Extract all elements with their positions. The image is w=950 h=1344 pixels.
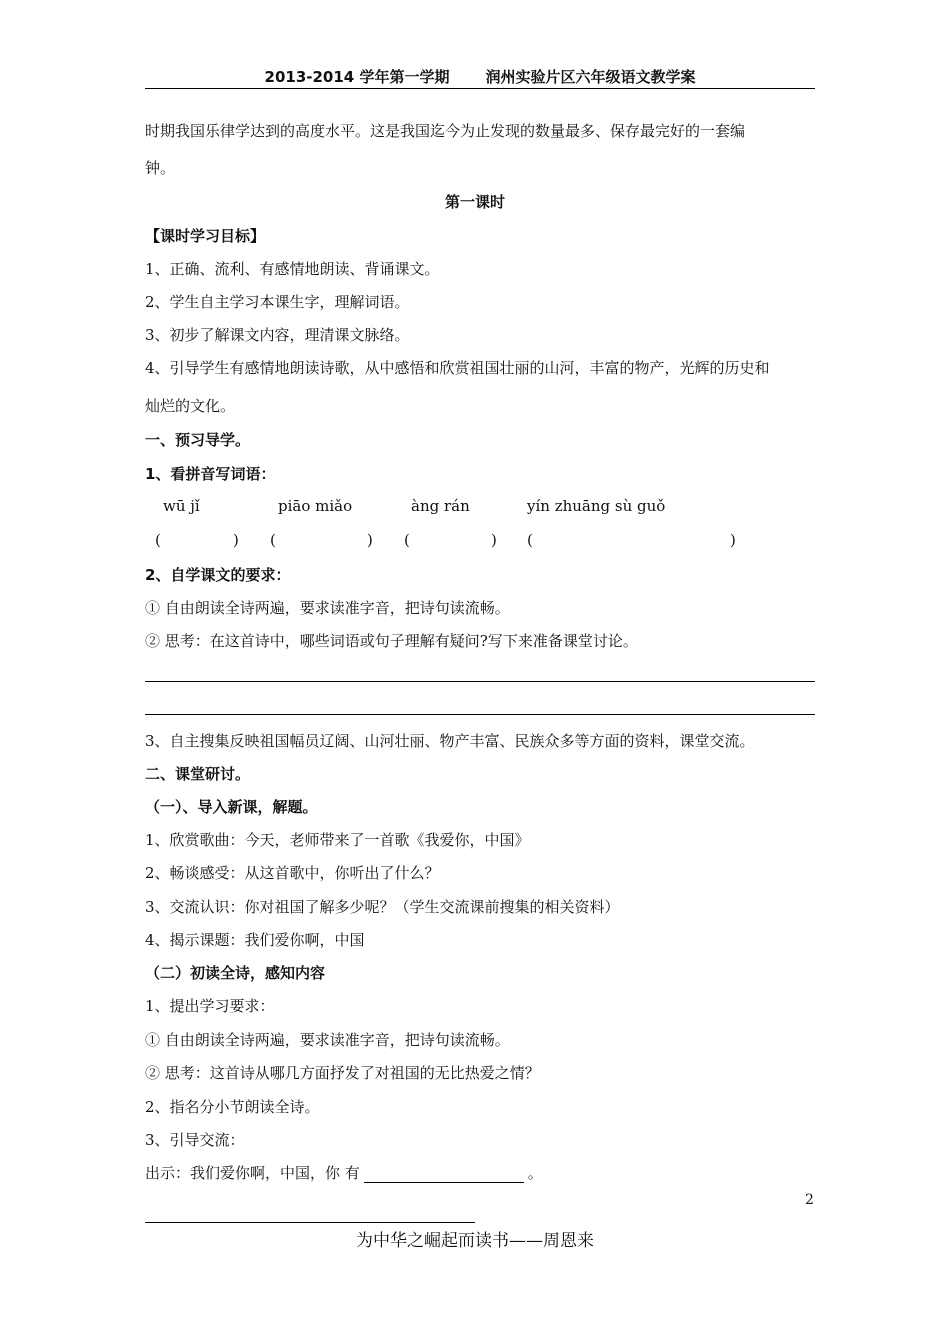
paren-open: ( [155, 531, 161, 549]
paren-open: ( [404, 531, 410, 549]
self-study-item: ② 思考：在这首诗中，哪些词语或句子理解有疑问?写下来准备课堂讨论。 [145, 632, 638, 650]
part1-item: 4、揭示课题：我们爱你啊，中国 [145, 931, 365, 949]
writing-line [145, 681, 815, 682]
header-school: 润州实验片区六年级语文教学案 [485, 68, 696, 86]
paren-close: ) [491, 531, 497, 549]
fill-blank[interactable] [364, 1166, 524, 1183]
footer-rule [145, 1222, 475, 1223]
show-prefix: 出示：我们爱你啊，中国，你 有 [145, 1164, 360, 1182]
goal-item: 2、学生自主学习本课生字，理解词语。 [145, 293, 410, 311]
pinyin-word: piāo miǎo [278, 497, 353, 515]
part2-item: ① 自由朗读全诗两遍，要求读准字音，把诗句读流畅。 [145, 1031, 510, 1049]
show-line [145, 1163, 543, 1183]
paren-open: ( [270, 531, 276, 549]
paren-close: ) [233, 531, 239, 549]
part2-heading: （二）初读全诗，感知内容 [145, 964, 326, 982]
intro-line-2: 钟。 [145, 159, 176, 177]
part2-item: 1、提出学习要求： [145, 997, 275, 1015]
page-header [145, 66, 815, 89]
pinyin-row [0, 496, 950, 516]
goals-heading: 【课时学习目标】 [145, 227, 266, 245]
goal-item: 4、引导学生有感情地朗读诗歌，从中感悟和欣赏祖国壮丽的山河，丰富的物产，光辉的历史和 [145, 359, 770, 377]
goal-item: 灿烂的文化。 [145, 397, 236, 415]
self-study-heading: 2、自学课文的要求： [145, 566, 291, 584]
pinyin-heading: 1、看拼音写词语： [145, 465, 276, 483]
part1-item: 3、交流认识：你对祖国了解多少呢？（学生交流课前搜集的相关资料） [145, 898, 620, 916]
header-semester: 2013-2014 学年第一学期 [264, 68, 450, 86]
page-number: 2 [805, 1192, 814, 1208]
paren-close: ) [730, 531, 736, 549]
goal-item: 3、初步了解课文内容，理清课文脉络。 [145, 326, 410, 344]
part1-heading: （一）、导入新课，解题。 [145, 798, 318, 816]
pinyin-word: wū jǐ [163, 497, 200, 515]
paren-close: ) [367, 531, 373, 549]
self-study-item: ① 自由朗读全诗两遍，要求读准字音，把诗句读流畅。 [145, 599, 510, 617]
preview-heading: 一、预习导学。 [145, 431, 251, 449]
writing-line [145, 714, 815, 715]
pinyin-word: yín zhuāng sù guǒ [527, 497, 666, 515]
part2-item: 2、指名分小节朗读全诗。 [145, 1098, 320, 1116]
collect-materials: 3、自主搜集反映祖国幅员辽阔、山河壮丽、物产丰富、民族众多等方面的资料，课堂交流。 [145, 732, 755, 750]
intro-line-1: 时期我国乐律学达到的高度水平。这是我国迄今为止发现的数量最多、保存最完好的一套编 [145, 122, 746, 140]
pinyin-word: àng rán [411, 497, 470, 515]
part1-item: 1、欣赏歌曲：今天，老师带来了一首歌《我爱你，中国》 [145, 831, 530, 849]
part2-item: ② 思考：这首诗从哪几方面抒发了对祖国的无比热爱之情？ [145, 1064, 540, 1082]
discussion-heading: 二、课堂研讨。 [145, 765, 251, 783]
show-suffix: 。 [527, 1164, 543, 1182]
footer-quote: 为中华之崛起而读书——周恩来 [356, 1231, 594, 1251]
part1-item: 2、畅谈感受：从这首歌中，你听出了什么？ [145, 864, 440, 882]
part2-item: 3、引导交流： [145, 1131, 245, 1149]
lesson-title: 第一课时 [444, 193, 505, 211]
goal-item: 1、正确、流利、有感情地朗读、背诵课文。 [145, 260, 440, 278]
paren-open: ( [527, 531, 533, 549]
answer-parens-row [0, 530, 950, 550]
